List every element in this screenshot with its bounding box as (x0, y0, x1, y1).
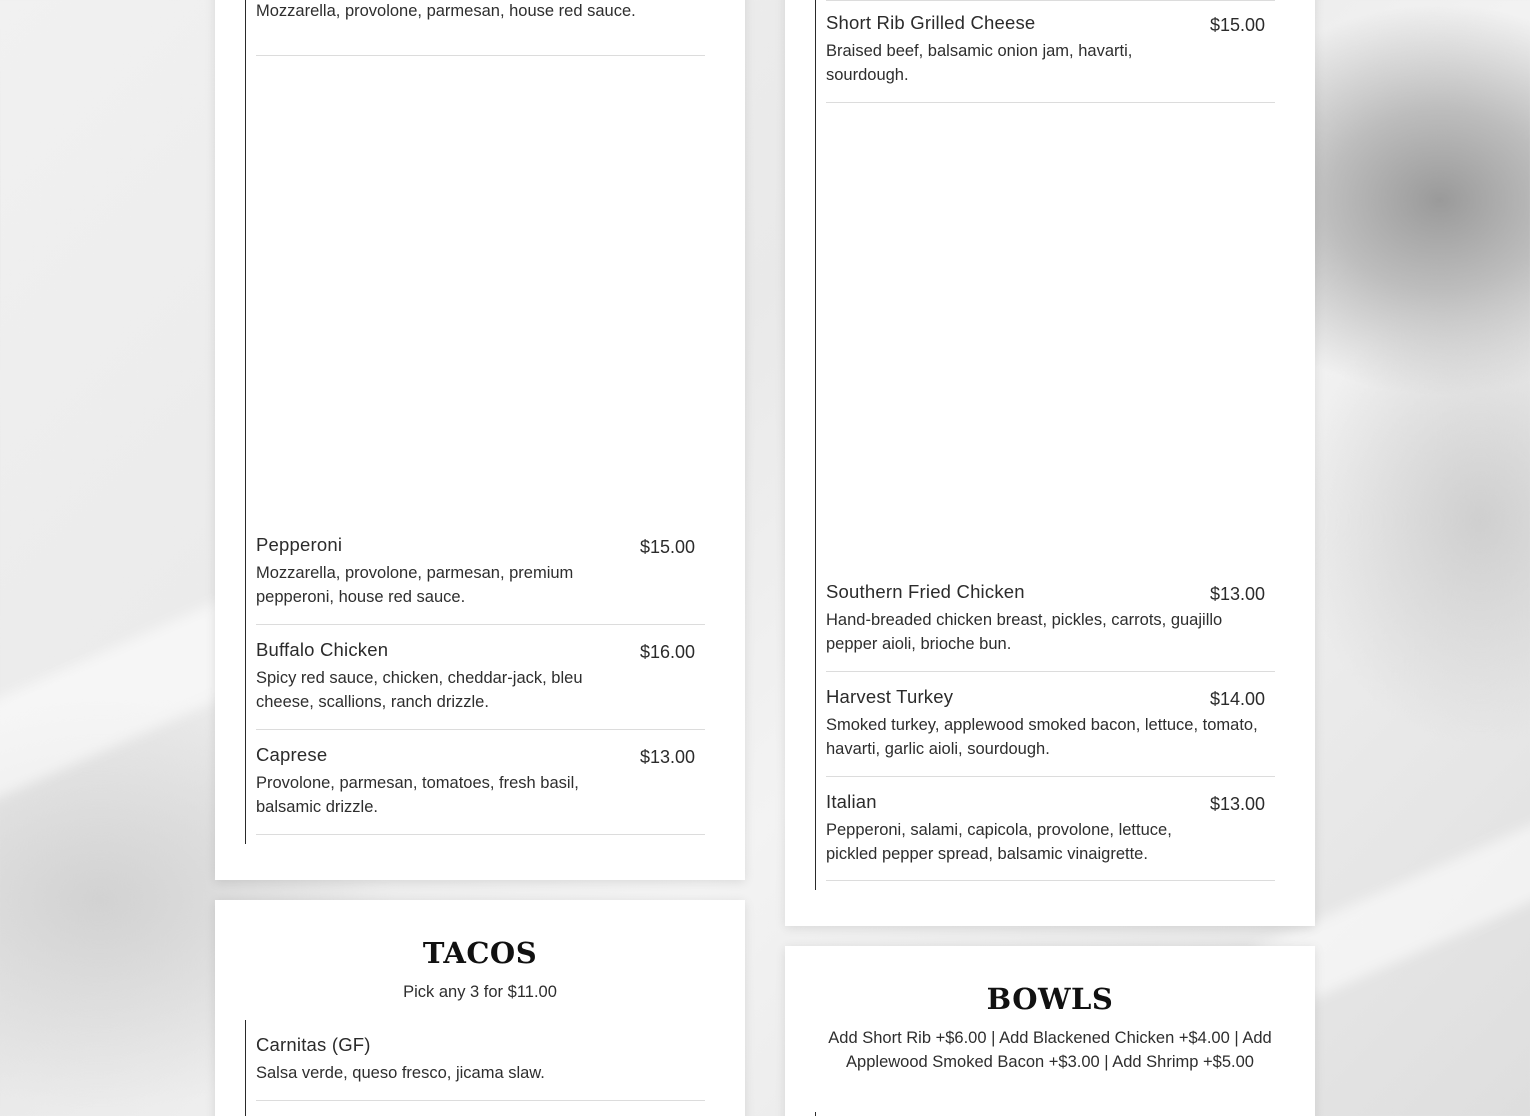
item-price: $15.00 (639, 537, 695, 557)
menu-item (826, 686, 1275, 777)
item-price: $15.00 (1209, 15, 1265, 35)
menu-item (256, 1034, 705, 1101)
item-price: $16.00 (639, 642, 695, 662)
menu-item (826, 12, 1275, 103)
section-subtitle: Pick any 3 for $11.00 (403, 983, 557, 1001)
item-name: Carnitas (GF) (256, 1034, 371, 1055)
item-name: Harvest Turkey (826, 686, 954, 707)
menu-item (826, 0, 1275, 1)
item-description: Smoked turkey, applewood smoked bacon, lettuce, tomato, havarti, garlic aioli, sourdough. (826, 716, 1258, 758)
menu-item (256, 744, 705, 835)
tacos-menu-card (215, 900, 745, 1116)
section-title: BOWLS (986, 982, 1114, 1016)
item-description: Braised beef, balsamic onion jam, havarti, sourdough. (826, 42, 1133, 84)
section-subtitle: Add Short Rib +$6.00 | Add Blackened Chicken +$4.00 | Add Applewood Smoked Bacon +$3.00 | Add Shrimp +$5.00 (828, 1029, 1272, 1071)
item-description: Mozzarella, provolone, parmesan, house red sauce. (256, 2, 636, 20)
section-title: TACOS (422, 936, 538, 970)
item-name: Caprese (256, 744, 328, 765)
item-name: Italian (826, 791, 877, 812)
sandwich-items-list (815, 0, 1286, 890)
item-description: Hand-breaded chicken breast, pickles, carrots, guajillo pepper aioli, brioche bun. (826, 611, 1223, 653)
item-name: Buffalo Chicken (256, 639, 389, 660)
item-name: Southern Fried Chicken (826, 581, 1025, 602)
item-name: Pepperoni (256, 534, 343, 555)
menu-item (256, 0, 705, 56)
item-price: $13.00 (1209, 794, 1265, 814)
sandwich-menu-card (785, 0, 1315, 926)
item-description: Salsa verde, queso fresco, jicama slaw. (256, 1064, 545, 1082)
pizza-items-list (245, 0, 716, 844)
item-description: Spicy red sauce, chicken, cheddar-jack, bleu cheese, scallions, ranch drizzle. (256, 669, 583, 711)
menu-item (256, 639, 705, 730)
bowls-menu-card (785, 946, 1315, 1116)
item-description: Provolone, parmesan, tomatoes, fresh basil, balsamic drizzle. (256, 774, 579, 816)
pizza-menu-card (215, 0, 745, 880)
menu-item (256, 534, 705, 625)
menu-item (826, 791, 1275, 881)
item-description: Mozzarella, provolone, parmesan, premium pepperoni, house red sauce. (256, 564, 574, 606)
item-description: Pepperoni, salami, capicola, provolone, lettuce, pickled pepper spread, balsamic vinaigrette. (826, 821, 1172, 863)
menu-item (826, 581, 1275, 672)
item-price: $14.00 (1209, 689, 1265, 709)
tacos-items-list (245, 1020, 716, 1116)
item-name: Short Rib Grilled Cheese (826, 12, 1036, 33)
item-price: $13.00 (639, 747, 695, 767)
bowls-items-list (815, 1112, 1286, 1116)
item-price: $13.00 (1209, 584, 1265, 604)
